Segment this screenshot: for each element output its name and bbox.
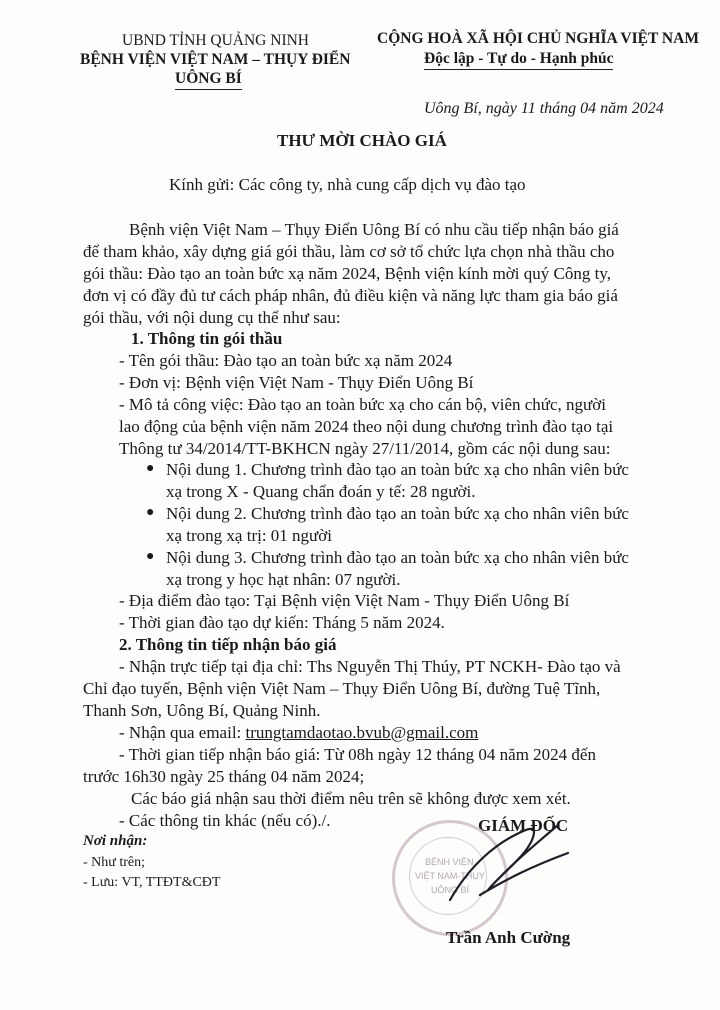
intro-line: gói thầu, với nội dung cụ thể như sau: (83, 308, 341, 327)
hospital-city: UÔNG BÍ (175, 70, 242, 90)
intro-line: đơn vị có đầy đủ tư cách pháp nhân, đủ điều kiện và năng lực tham gia báo giá (83, 286, 618, 305)
section2-line: - Nhận trực tiếp tại địa chỉ: Ths Nguyễn Thị Thúy, PT NCKH- Đào tạo và (119, 657, 621, 676)
seal-text: VIỆT NAM-THỤY (415, 871, 485, 881)
section2-other: - Các thông tin khác (nếu có)./. (119, 811, 331, 830)
bullet-item: xạ trong X - Quang chẩn đoán y tế: 28 người. (166, 482, 476, 501)
section1-line: Thông tư 34/2014/TT-BKHCN ngày 27/11/2014, gồm các nội dung sau: (119, 439, 611, 458)
section2-line: trước 16h30 ngày 25 tháng 04 năm 2024; (83, 767, 365, 786)
signer-name: Trần Anh Cường (446, 928, 571, 947)
page-title: THƯ MỜI CHÀO GIÁ (277, 131, 447, 150)
recipient-item: - Như trên; (83, 855, 146, 870)
bullet-item: xạ trong y học hạt nhân: 07 người. (166, 570, 401, 589)
bullet-item: Nội dung 2. Chương trình đào tạo an toàn bức xạ cho nhân viên bức (166, 504, 629, 523)
intro-line: để tham khảo, xây dựng giá gói thầu, làm cơ sở tổ chức lựa chọn nhà thầu cho (83, 242, 615, 261)
email-link[interactable]: trungtamdaotao.bvub@gmail.com (245, 723, 479, 742)
section1-heading: 1. Thông tin gói thầu (131, 329, 283, 348)
intro-line: Bệnh viện Việt Nam – Thụy Điển Uông Bí có nhu cầu tiếp nhận báo giá (129, 220, 619, 239)
section1-line: lao động của bệnh viện năm 2024 theo nội dung chương trình đào tạo tại (119, 417, 614, 436)
agency-name: UBND TỈNH QUẢNG NINH (122, 32, 309, 49)
recipient-item: - Lưu: VT, TTĐT&CĐT (83, 875, 221, 890)
recipients-label: Nơi nhận: (83, 833, 148, 849)
section1-line: - Thời gian đào tạo dự kiến: Tháng 5 năm 2024. (119, 613, 445, 632)
date-line: Uông Bí, ngày 11 tháng 04 năm 2024 (424, 100, 664, 117)
section2-line: Thanh Sơn, Uông Bí, Quảng Ninh. (83, 701, 321, 720)
recipient-line: Kính gửi: Các công ty, nhà cung cấp dịch vụ đào tạo (169, 175, 526, 194)
seal-text: BỆNH VIỆN (425, 857, 474, 867)
national-slogan: Độc lập - Tự do - Hạnh phúc (424, 50, 613, 70)
seal-text: UÔNG BÍ (431, 885, 470, 895)
signer-title: GIÁM ĐỐC (478, 816, 569, 835)
intro-line: gói thầu: Đào tạo an toàn bức xạ năm 2024, Bệnh viện kính mời quý Công ty, (83, 264, 611, 283)
section1-line: - Mô tả công việc: Đào tạo an toàn bức xạ cho cán bộ, viên chức, người (119, 395, 606, 414)
email-line (119, 722, 478, 743)
bullet-icon: ● (146, 505, 155, 520)
section2-note: Các báo giá nhận sau thời điểm nêu trên sẽ không được xem xét. (131, 789, 571, 808)
bullet-item: Nội dung 3. Chương trình đào tạo an toàn bức xạ cho nhân viên bức (166, 548, 629, 567)
section1-line: - Đơn vị: Bệnh viện Việt Nam - Thụy Điển Uông Bí (119, 373, 474, 392)
national-motto: CỘNG HOÀ XÃ HỘI CHỦ NGHĨA VIỆT NAM (377, 30, 699, 47)
section1-line: - Tên gói thầu: Đào tạo an toàn bức xạ năm 2024 (119, 351, 453, 370)
section2-heading: 2. Thông tin tiếp nhận báo giá (119, 635, 337, 654)
bullet-item: Nội dung 1. Chương trình đào tạo an toàn bức xạ cho nhân viên bức (166, 460, 629, 479)
section2-line: - Thời gian tiếp nhận báo giá: Từ 08h ngày 12 tháng 04 năm 2024 đến (119, 745, 596, 764)
bullet-item: xạ trong xạ trị: 01 người (166, 526, 332, 545)
signature (440, 805, 580, 915)
bullet-icon: ● (146, 461, 155, 476)
section2-line: Chỉ đạo tuyến, Bệnh viện Việt Nam – Thụy Điển Uông Bí, đường Tuệ Tĩnh, (83, 679, 601, 698)
email-label: - Nhận qua email: (119, 723, 246, 742)
bullet-icon: ● (146, 549, 155, 564)
section1-line: - Địa điểm đào tạo: Tại Bệnh viện Việt Nam - Thụy Điển Uông Bí (119, 591, 570, 610)
hospital-name: BỆNH VIỆN VIỆT NAM – THỤY ĐIỂN (80, 51, 351, 68)
